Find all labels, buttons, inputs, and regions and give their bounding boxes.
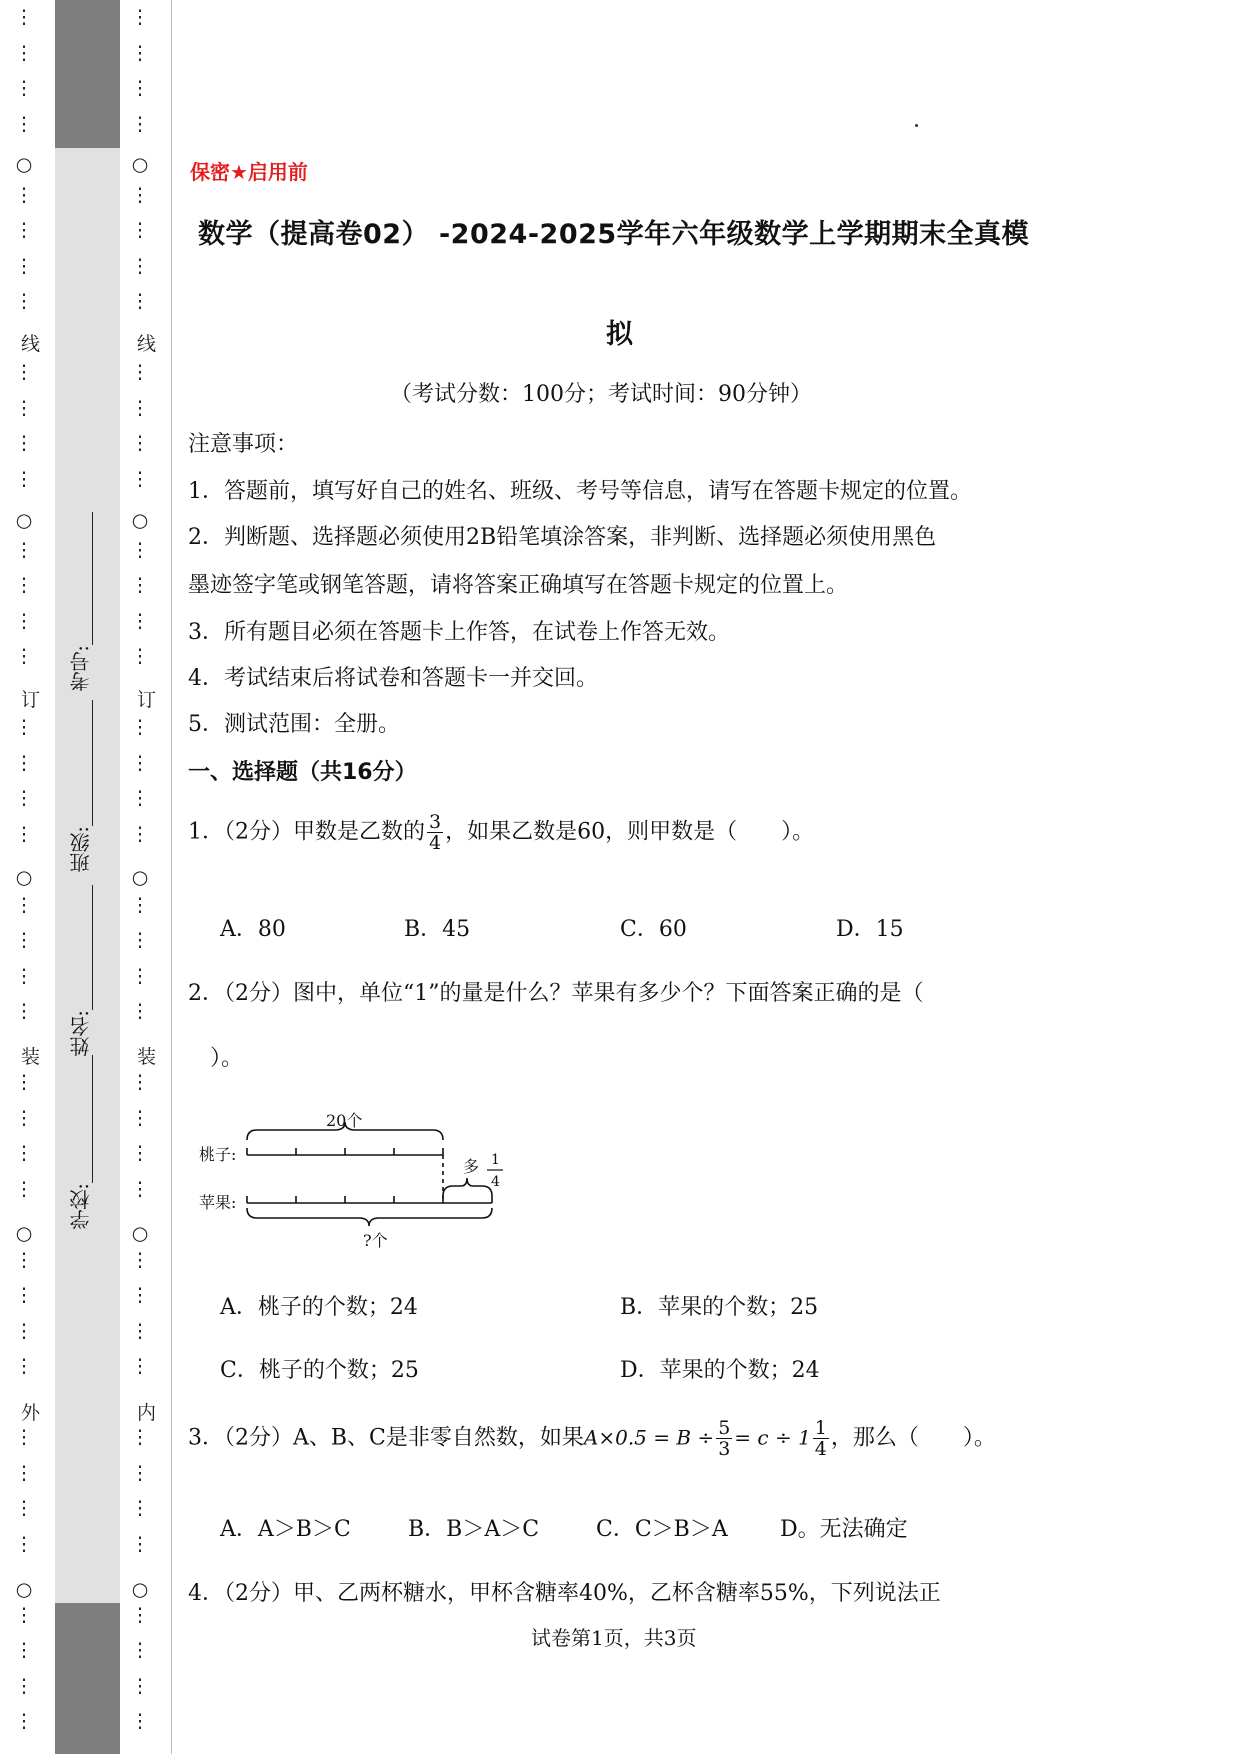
binding-dots: ⋮ xyxy=(130,1497,150,1520)
binding-dots: ⋮ xyxy=(130,42,150,64)
binding-dots: ⋮ xyxy=(130,1142,150,1165)
binding-marker-char: 线 xyxy=(18,333,40,353)
diagram-bottom-brace xyxy=(247,1208,492,1226)
binding-dots: ⋮ xyxy=(130,361,150,384)
binding-circle-icon: ○ xyxy=(15,866,33,889)
binding-dots: ⋮ xyxy=(130,1426,150,1449)
binding-marker-char: 外 xyxy=(18,1402,40,1422)
binding-dots: ⋮ xyxy=(14,539,34,561)
binding-circle-icon: ○ xyxy=(15,153,33,176)
binding-dots: ⋮ xyxy=(14,716,34,739)
binding-circle-icon: ○ xyxy=(15,1222,33,1245)
diagram-top-brace xyxy=(247,1122,443,1140)
option-a: A．A＞B＞C xyxy=(220,1517,351,1542)
binding-dots: ⋮ xyxy=(14,1604,34,1626)
binding-dots: ⋮ xyxy=(14,894,34,916)
binding-marker-char: 装 xyxy=(18,1046,40,1066)
binding-dots: ⋮ xyxy=(130,397,150,419)
binding-dots: ⋮ xyxy=(130,574,150,597)
inner-binding-column xyxy=(126,0,154,1754)
notice-item: 4．考试结束后将试卷和答题卡一并交回。 xyxy=(188,666,598,691)
binding-dots: ⋮ xyxy=(14,1497,34,1520)
notice-heading: 注意事项： xyxy=(188,432,299,457)
class-line xyxy=(92,700,93,826)
binding-dots: ⋮ xyxy=(14,184,34,206)
binding-dots: ⋮ xyxy=(130,1000,150,1023)
binding-circle-icon: ○ xyxy=(131,1222,149,1245)
binding-dots: ⋮ xyxy=(14,290,34,313)
binding-dots: ⋮ xyxy=(14,255,34,277)
binding-dots: ⋮ xyxy=(130,752,150,774)
option-a: A．80 xyxy=(220,917,286,942)
question-3-formula-a: A×0.5 = B ÷ xyxy=(583,1425,715,1450)
binding-dots: ⋮ xyxy=(14,1178,34,1200)
binding-circle-icon: ○ xyxy=(131,866,149,889)
binding-dots: ⋮ xyxy=(130,965,150,987)
binding-dots: ⋮ xyxy=(14,823,34,845)
page-title: 数学（提高卷02） -2024-2025学年六年级数学上学期期末全真模 xyxy=(198,219,1030,250)
binding-dots: ⋮ xyxy=(130,1107,150,1129)
binding-dots: ⋮ xyxy=(130,645,150,668)
question-3-prefix: 3．（2分）A、B、C是非零自然数，如果 xyxy=(188,1425,584,1451)
name-line xyxy=(92,885,93,1010)
question-1 xyxy=(188,812,814,853)
binding-dots: ⋮ xyxy=(14,1249,34,1271)
binding-dots: ⋮ xyxy=(130,1462,150,1484)
question-1-prefix: 1．（2分）甲数是乙数的 xyxy=(188,819,425,845)
binding-marker-char: 订 xyxy=(134,689,156,709)
dot-mark xyxy=(915,124,918,127)
binding-dots: ⋮ xyxy=(14,6,34,29)
binding-circle-icon: ○ xyxy=(15,1578,33,1601)
binding-dots: ⋮ xyxy=(130,1639,150,1662)
page-footer: 试卷第1页，共3页 xyxy=(531,1626,697,1650)
binding-dots: ⋮ xyxy=(130,1071,150,1094)
option-c: C．60 xyxy=(620,917,687,942)
question-1-fraction: $\frac{3}{4}$ xyxy=(429,811,442,854)
binding-dots: ⋮ xyxy=(130,1284,150,1307)
notice-item: 3．所有题目必须在答题卡上作答，在试卷上作答无效。 xyxy=(188,620,730,645)
question-1-suffix: ，如果乙数是60，则甲数是（ ）。 xyxy=(445,819,815,845)
binding-strip xyxy=(55,0,120,1754)
binding-dots: ⋮ xyxy=(14,1107,34,1129)
binding-dots: ⋮ xyxy=(14,929,34,952)
exam-no-line xyxy=(92,512,93,645)
binding-dots: ⋮ xyxy=(14,1639,34,1662)
binding-circle-icon: ○ xyxy=(131,1578,149,1601)
binding-dots: ⋮ xyxy=(14,752,34,774)
binding-dots: ⋮ xyxy=(130,1320,150,1342)
binding-dots: ⋮ xyxy=(14,787,34,810)
binding-dots: ⋮ xyxy=(130,1604,150,1626)
secret-label: 保密★启用前 xyxy=(190,160,308,184)
binding-dots: ⋮ xyxy=(14,77,34,100)
question-3-formula-b: = c ÷ 1 xyxy=(734,1425,811,1450)
notice-item: 墨迹签字笔或钢笔答题，请将答案正确填写在答题卡规定的位置上。 xyxy=(188,573,849,598)
binding-dots: ⋮ xyxy=(130,432,150,455)
binding-marker-char: 内 xyxy=(134,1402,156,1422)
binding-dots: ⋮ xyxy=(14,645,34,668)
binding-dots: ⋮ xyxy=(130,1675,150,1697)
question-3-fraction-1: $\frac{5}{3}$ xyxy=(718,1417,731,1460)
binding-dots: ⋮ xyxy=(14,1675,34,1697)
binding-dots: ⋮ xyxy=(14,361,34,384)
option-d: D。无法确定 xyxy=(780,1517,908,1542)
binding-dots: ⋮ xyxy=(14,610,34,632)
binding-dots: ⋮ xyxy=(130,894,150,916)
diagram-extra-brace xyxy=(443,1178,492,1196)
binding-dots: ⋮ xyxy=(130,1249,150,1271)
binding-dots: ⋮ xyxy=(130,787,150,810)
page-border xyxy=(171,0,172,1754)
diagram-more-label: 多 xyxy=(463,1157,480,1176)
binding-dots: ⋮ xyxy=(14,574,34,597)
section-heading: 一、选择题（共16分） xyxy=(188,760,417,785)
question-3-fraction-2: $\frac{1}{4}$ xyxy=(814,1417,827,1460)
option-a: A．桃子的个数；24 xyxy=(220,1295,418,1320)
binding-dots: ⋮ xyxy=(130,823,150,845)
binding-dots: ⋮ xyxy=(130,929,150,952)
question-2-line2: ）。 xyxy=(188,1046,244,1071)
option-c: C．C＞B＞A xyxy=(596,1517,728,1542)
binding-marker-char: 装 xyxy=(134,1046,156,1066)
option-b: B．B＞A＞C xyxy=(408,1517,540,1542)
question-3-suffix: ，那么（ ）。 xyxy=(830,1425,996,1451)
binding-dots: ⋮ xyxy=(14,42,34,64)
binding-dots: ⋮ xyxy=(14,1462,34,1484)
notice-item: 5．测试范围：全册。 xyxy=(188,712,400,737)
binding-dots: ⋮ xyxy=(14,1710,34,1733)
binding-dots: ⋮ xyxy=(130,1533,150,1555)
binding-dots: ⋮ xyxy=(14,1320,34,1342)
binding-dots: ⋮ xyxy=(130,6,150,29)
binding-dots: ⋮ xyxy=(14,432,34,455)
binding-dots: ⋮ xyxy=(14,1355,34,1378)
binding-dots: ⋮ xyxy=(130,468,150,490)
binding-marker-char: 订 xyxy=(18,689,40,709)
binding-dots: ⋮ xyxy=(130,113,150,135)
option-c: C．桃子的个数；25 xyxy=(220,1358,419,1383)
binding-dots: ⋮ xyxy=(14,1000,34,1023)
binding-dots: ⋮ xyxy=(14,1284,34,1307)
binding-circle-icon: ○ xyxy=(131,153,149,176)
class-label: 班级: xyxy=(69,826,93,873)
binding-dots: ⋮ xyxy=(14,1071,34,1094)
binding-dots: ⋮ xyxy=(130,255,150,277)
notice-item: 1．答题前，填写好自己的姓名、班级、考号等信息，请写在答题卡规定的位置。 xyxy=(188,479,972,504)
question-4: 4．（2分）甲、乙两杯糖水，甲杯含糖率40%，乙杯含糖率55%，下列说法正 xyxy=(188,1581,941,1606)
diagram-apple-label: 苹果: xyxy=(199,1193,237,1212)
option-d: D．苹果的个数；24 xyxy=(620,1358,820,1383)
page-title-line2: 拟 xyxy=(606,319,633,350)
diagram-bottom-label: ?个 xyxy=(363,1231,388,1250)
binding-dots: ⋮ xyxy=(14,468,34,490)
binding-dots: ⋮ xyxy=(14,1533,34,1555)
binding-dots: ⋮ xyxy=(130,610,150,632)
exam-no-label: 考号: xyxy=(69,645,93,692)
binding-dots: ⋮ xyxy=(130,1710,150,1733)
binding-dots: ⋮ xyxy=(130,219,150,242)
binding-dots: ⋮ xyxy=(130,290,150,313)
binding-dots: ⋮ xyxy=(14,1426,34,1449)
question-3 xyxy=(188,1418,996,1459)
name-label: 姓名: xyxy=(69,1010,93,1057)
binding-circle-icon: ○ xyxy=(131,509,149,532)
notice-item: 2．判断题、选择题必须使用2B铅笔填涂答案，非判断、选择题必须使用黑色 xyxy=(188,525,937,550)
binding-strip-dark-top xyxy=(55,0,120,148)
binding-dots: ⋮ xyxy=(130,716,150,739)
option-b: B．45 xyxy=(404,917,471,942)
diagram-frac-den: 4 xyxy=(491,1174,500,1190)
binding-marker-char: 线 xyxy=(134,333,156,353)
binding-strip-dark-bottom xyxy=(55,1603,120,1754)
binding-circle-icon: ○ xyxy=(15,509,33,532)
binding-dots: ⋮ xyxy=(130,1355,150,1378)
binding-dots: ⋮ xyxy=(14,113,34,135)
binding-dots: ⋮ xyxy=(130,184,150,206)
binding-dots: ⋮ xyxy=(14,1142,34,1165)
binding-dots: ⋮ xyxy=(14,965,34,987)
binding-dots: ⋮ xyxy=(130,539,150,561)
exam-info: （考试分数：100分；考试时间：90分钟） xyxy=(390,382,812,407)
binding-dots: ⋮ xyxy=(14,219,34,242)
option-d: D．15 xyxy=(836,917,904,942)
option-b: B．苹果的个数；25 xyxy=(620,1295,819,1320)
fraction-diagram xyxy=(195,1100,525,1260)
diagram-frac-num: 1 xyxy=(491,1152,500,1168)
outer-binding-column xyxy=(10,0,38,1754)
school-label: 学校: xyxy=(69,1183,93,1230)
diagram-top-label: 20个 xyxy=(326,1111,363,1130)
binding-dots: ⋮ xyxy=(130,77,150,100)
question-2-line1: 2．（2分）图中，单位“1”的量是什么？苹果有多少个？下面答案正确的是（ xyxy=(188,981,924,1006)
diagram-peach-label: 桃子: xyxy=(199,1145,237,1164)
binding-dots: ⋮ xyxy=(130,1178,150,1200)
binding-dots: ⋮ xyxy=(14,397,34,419)
school-line xyxy=(92,1055,93,1183)
